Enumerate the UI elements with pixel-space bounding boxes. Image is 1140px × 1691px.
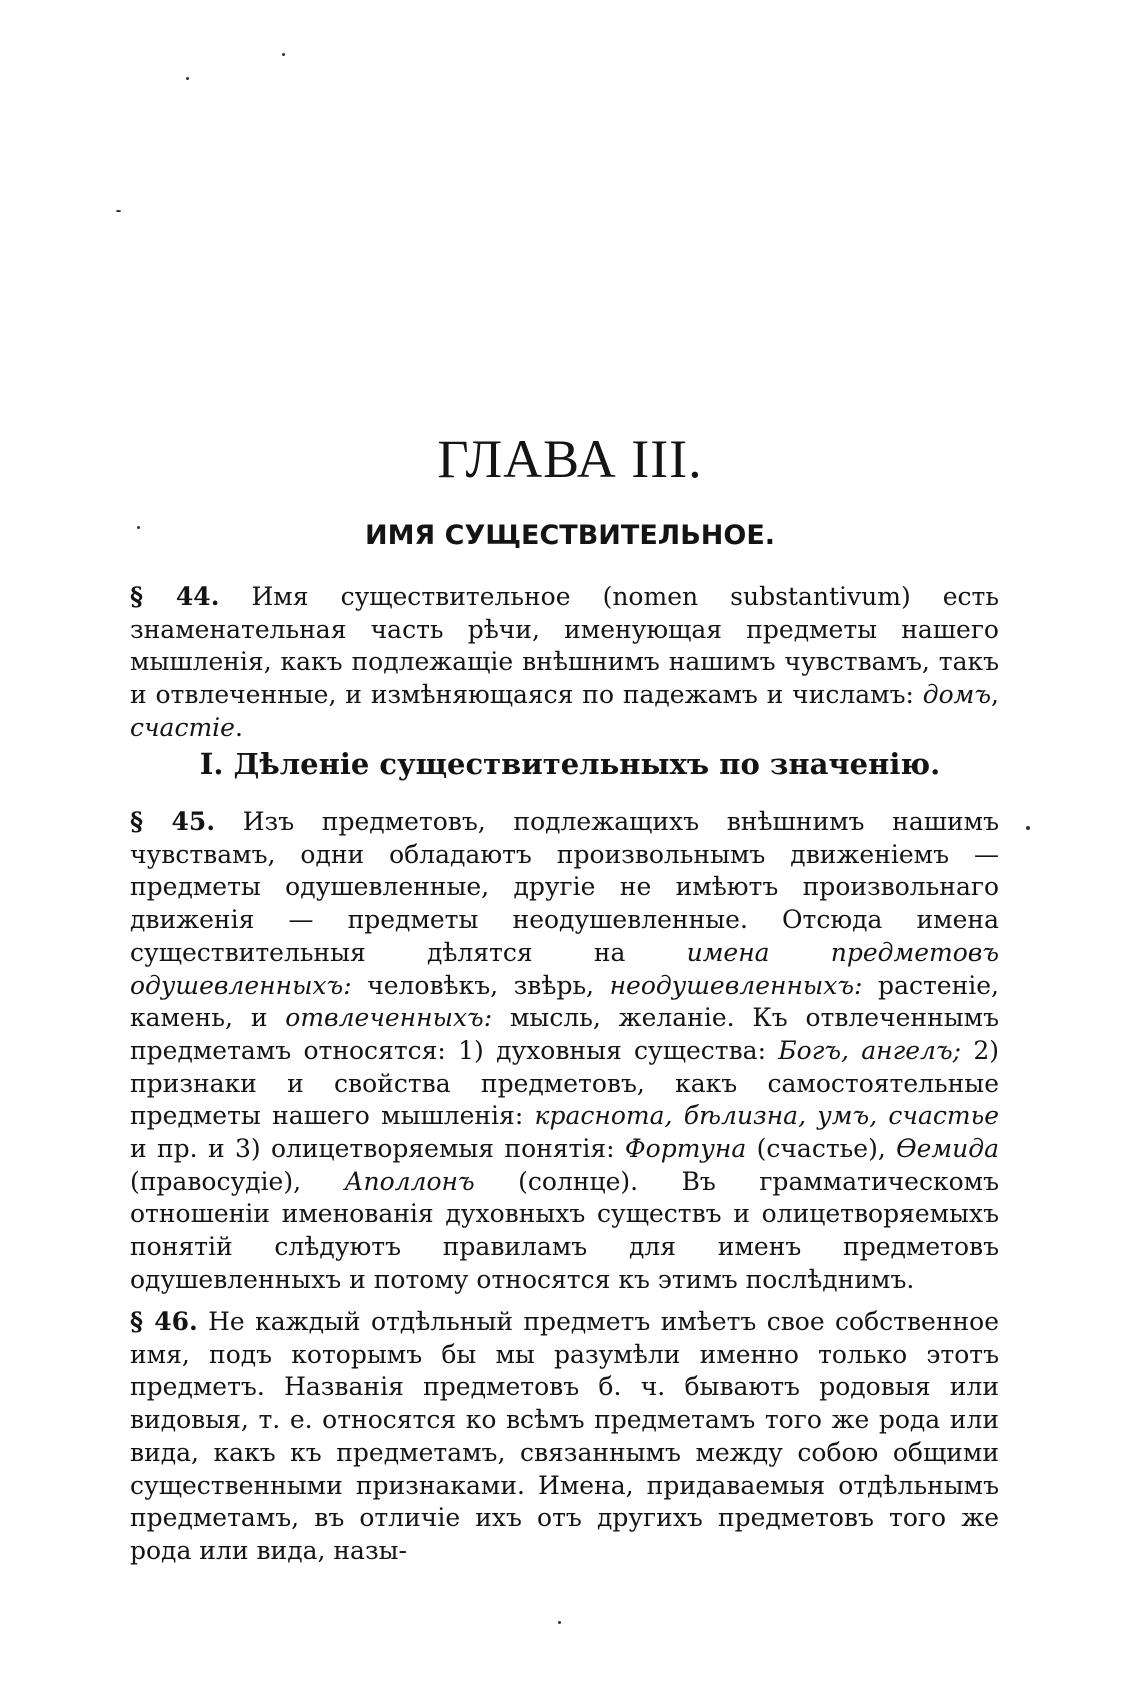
paragraph-number: § 45. <box>130 807 216 836</box>
paragraph-number: § 46. <box>130 1307 198 1336</box>
paragraph-text: (правосудіе), <box>130 1166 345 1196</box>
italic-term: Аполлонъ <box>344 1166 475 1196</box>
separator: , <box>991 680 999 710</box>
paragraph-text: мысль, желаніе. Къ отвлеченнымъ предметамъ относятся: 1) духовныя существа: <box>130 1003 999 1065</box>
italic-term: имена предметовъ одушевленныхъ: <box>130 937 999 1000</box>
paragraph-text: 2) признаки и свойства предметовъ, какъ самостоятельные предметы нашего мышленія: <box>130 1035 1000 1131</box>
scan-speck <box>282 53 285 56</box>
paragraph-end: . <box>234 712 243 742</box>
italic-term: Богъ, ангелъ; <box>778 1035 962 1065</box>
scan-speck <box>1026 826 1030 830</box>
example-word: счастіе <box>130 712 235 742</box>
paragraph-text: и пр. и 3) олицетворяемыя понятія: <box>130 1134 625 1164</box>
scan-speck <box>558 1621 561 1624</box>
example-word: домъ <box>922 680 992 710</box>
scan-speck <box>186 77 189 80</box>
paragraph-number: § 44. <box>130 582 220 611</box>
paragraph-text: Имя существительное (nomen substantivum) есть знаменательная часть рѣчи, именующая предметы нашего мышленія, какъ подлежащіе внѣшнимъ нашимъ чувствамъ, такъ и отвлеченные, и измѣняющаяся по падежамъ и числамъ: <box>130 582 1000 710</box>
paragraph-text: (счастье), <box>746 1134 897 1164</box>
paragraph-text: Изъ предметовъ, подлежащихъ внѣшнимъ нашимъ чувствамъ, одни обладаютъ произвольнымъ движеніемъ — предметы одушевленные, другіе не имѣютъ произвольнаго движенія — предметы неодушевленные. Отсюда имена существительныя дѣлятся на <box>130 807 999 967</box>
italic-term: отвлеченныхъ: <box>285 1003 493 1033</box>
paragraph-text: растеніе, камень, и <box>130 970 999 1033</box>
paragraph-44 <box>130 581 999 745</box>
chapter-title: ГЛАВА III. <box>437 429 703 489</box>
paragraph-text: Не каждый отдѣльный предметъ имѣетъ свое собственное имя, подъ которымъ бы мы разумѣли именно только этотъ предметъ. Названія предметовъ б. ч. бываютъ родовыя или видовыя, т. е. относятся ко всѣмъ предметамъ того же рода или вида, какъ къ предметамъ, связаннымъ между собою общими существенными признаками. Имена, придаваемыя отдѣльнымъ предметамъ, въ отличіе ихъ отъ другихъ предметовъ того же рода или вида, назы- <box>130 1307 999 1565</box>
paragraph-45 <box>130 806 999 1297</box>
paragraph-text: человѣкъ, звѣрь, <box>351 970 610 1000</box>
italic-term: краснота, бѣлизна, умъ, счастье <box>534 1101 999 1131</box>
subsection-title: I. Дѣленіе существительныхъ по значенію. <box>199 747 941 781</box>
scan-speck <box>116 210 121 212</box>
scan-speck <box>137 526 140 529</box>
italic-term: неодушевленныхъ: <box>609 970 863 1000</box>
italic-term: Фортуна <box>624 1134 747 1164</box>
section-title: ИМЯ СУЩЕСТВИТЕЛЬНОЕ. <box>364 520 776 551</box>
paragraph-46 <box>130 1306 999 1568</box>
paragraph-text: (солнце). Въ грамматическомъ отношеніи именованія духовныхъ существъ и олицетворяемыхъ понятій слѣдуютъ правиламъ для именъ предметовъ одушевленныхъ и потому относятся къ этимъ послѣднимъ. <box>130 1166 999 1294</box>
italic-term: Ѳемида <box>896 1134 999 1164</box>
